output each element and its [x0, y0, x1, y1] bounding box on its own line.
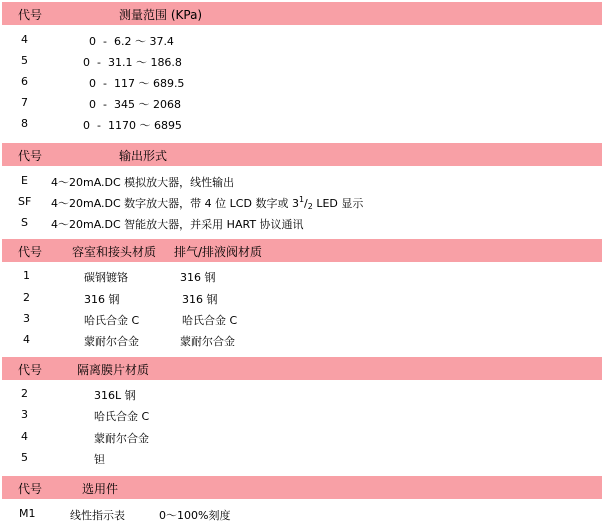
- chamber-header-col2: 排气/排液阀材质: [174, 245, 263, 259]
- chamber-row-col2: 哈氏合金 C: [182, 314, 238, 327]
- range-row-code: 7: [21, 96, 28, 109]
- range-row-code: 8: [21, 117, 28, 130]
- output-row-value-part2: LED 显示: [312, 197, 364, 210]
- diaphragm-row-code: 2: [21, 387, 28, 400]
- output-row-value: 4～20mA.DC 智能放大器，并采用 HART 协议通讯: [51, 218, 304, 231]
- options-header-title: 选用件: [82, 482, 119, 496]
- diaphragm-row-value: 哈氏合金 C: [94, 410, 150, 423]
- options-header: [2, 476, 602, 499]
- range-row-value: 0 - 6.2 ～ 37.4: [89, 35, 174, 48]
- diaphragm-header-title: 隔离膜片材质: [77, 363, 150, 377]
- chamber-header-code: 代号: [18, 245, 43, 259]
- chamber-header-col1: 容室和接头材质: [72, 245, 157, 259]
- diaphragm-row-value: 316L 钢: [94, 389, 136, 402]
- range-row-value: 0 - 31.1 ～ 186.8: [83, 56, 182, 69]
- range-row-value: 0 - 345 ～ 2068: [89, 98, 181, 111]
- chamber-row-code: 4: [23, 333, 30, 346]
- output-row-code: S: [21, 216, 28, 229]
- fraction-slash: /: [304, 197, 308, 210]
- chamber-row-col2: 316 钢: [182, 293, 218, 306]
- diaphragm-row-code: 5: [21, 451, 28, 464]
- range-header-title: 测量范围 (KPa): [119, 8, 203, 22]
- chamber-header: [2, 239, 602, 262]
- output-row-value-part1: 4～20mA.DC 数字放大器，带 4 位 LCD 数字或 3: [51, 197, 299, 210]
- output-row-code: SF: [18, 195, 32, 208]
- options-row-name: 线性指示表: [70, 509, 125, 522]
- range-header-code: 代号: [18, 8, 43, 22]
- range-header: [2, 2, 602, 25]
- output-header-code: 代号: [18, 149, 43, 163]
- diaphragm-header: [2, 357, 602, 380]
- options-header-code: 代号: [18, 482, 43, 496]
- chamber-row-code: 1: [23, 269, 30, 282]
- output-row-value: 4～20mA.DC 模拟放大器，线性输出: [51, 176, 235, 189]
- diaphragm-row-code: 4: [21, 430, 28, 443]
- chamber-row-col1: 蒙耐尔合金: [84, 335, 139, 348]
- chamber-row-col1: 哈氏合金 C: [84, 314, 140, 327]
- range-row-value: 0 - 1170 ～ 6895: [83, 119, 182, 132]
- range-row-code: 4: [21, 33, 28, 46]
- output-row-value: [51, 195, 363, 211]
- chamber-row-col2: 蒙耐尔合金: [180, 335, 235, 348]
- output-header-title: 输出形式: [119, 149, 168, 163]
- diaphragm-row-value: 蒙耐尔合金: [94, 432, 149, 445]
- fraction-denominator: 2: [307, 202, 313, 211]
- chamber-row-code: 3: [23, 312, 30, 325]
- fraction-numerator: 1: [298, 195, 305, 204]
- chamber-row-col2: 316 钢: [180, 271, 216, 284]
- options-row-code: M1: [19, 507, 36, 520]
- options-row-value: 0～100%刻度: [159, 509, 231, 522]
- range-row-code: 5: [21, 54, 28, 67]
- chamber-row-col1: 碳钢镀铬: [84, 271, 128, 284]
- chamber-row-col1: 316 钢: [84, 293, 120, 306]
- range-row-value: 0 - 117 ～ 689.5: [89, 77, 185, 90]
- diaphragm-row-value: 钽: [94, 453, 105, 466]
- range-row-code: 6: [21, 75, 28, 88]
- output-row-code: E: [21, 174, 28, 187]
- diaphragm-header-code: 代号: [18, 363, 43, 377]
- output-header: [2, 143, 602, 166]
- chamber-row-code: 2: [23, 291, 30, 304]
- diaphragm-row-code: 3: [21, 408, 28, 421]
